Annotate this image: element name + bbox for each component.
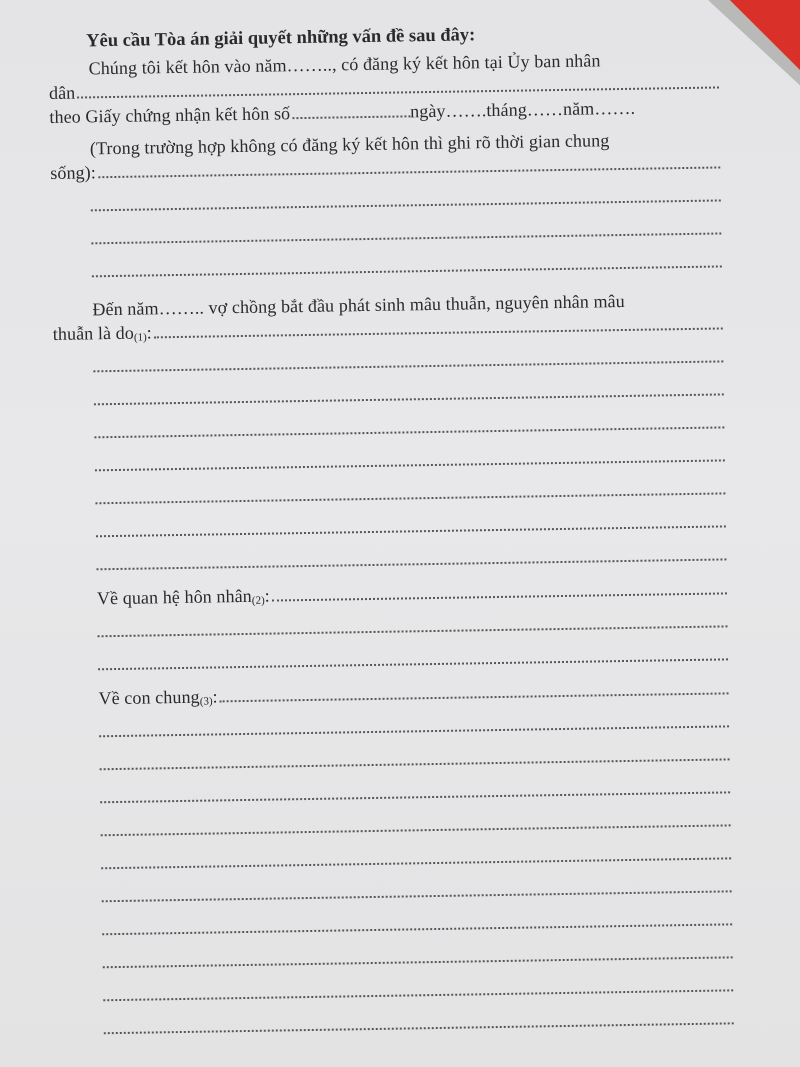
children-line: Về con chung $_{(3)}$ : [58, 675, 728, 710]
writing-blank[interactable] [92, 264, 722, 277]
footnote-marker-1: (1) [133, 331, 147, 344]
marital-relation-blank[interactable] [272, 591, 727, 601]
writing-blank[interactable] [96, 557, 726, 570]
form-content [48, 17, 734, 1039]
children-label: Về con chung [98, 686, 200, 709]
certificate-date-text: ngày…….tháng……năm……. [410, 97, 636, 122]
marriage-year-text: Chúng tôi kết hôn vào năm…….., có đăng ký kết hôn tại Ủy ban nhân [88, 50, 601, 79]
footnote-marker-2: (2) [251, 594, 265, 607]
certificate-number-label: theo Giấy chứng nhận kết hôn số [49, 103, 291, 127]
cohabitation-note-text: (Trong trường hợp không có đăng ký kết hôn thì ghi rõ thời gian chung [89, 130, 610, 159]
writing-blank[interactable] [98, 657, 728, 670]
marital-relation-label: Về quan hệ hôn nhân [96, 585, 252, 609]
footnote-marker-3: (3) [199, 695, 213, 708]
cohabitation-label: sống): [50, 162, 97, 183]
marriage-registry-label: dân [48, 82, 76, 103]
conflict-start-text: Đến năm…….. vợ chồng bắt đầu phát sinh mâu thuẫn, nguyên nhân mâu [92, 290, 625, 320]
form-heading: Yêu cầu Tòa án giải quyết những vấn đề sau đây: [86, 25, 476, 52]
conflict-cause-line: thuẫn là do $_{(1)}$ : [53, 310, 723, 345]
marital-relation-line: Về quan hệ hôn nhân (2) : [57, 575, 727, 610]
certificate-number-blank[interactable] [292, 114, 410, 119]
conflict-cause-label: thuẫn là do [52, 322, 135, 344]
